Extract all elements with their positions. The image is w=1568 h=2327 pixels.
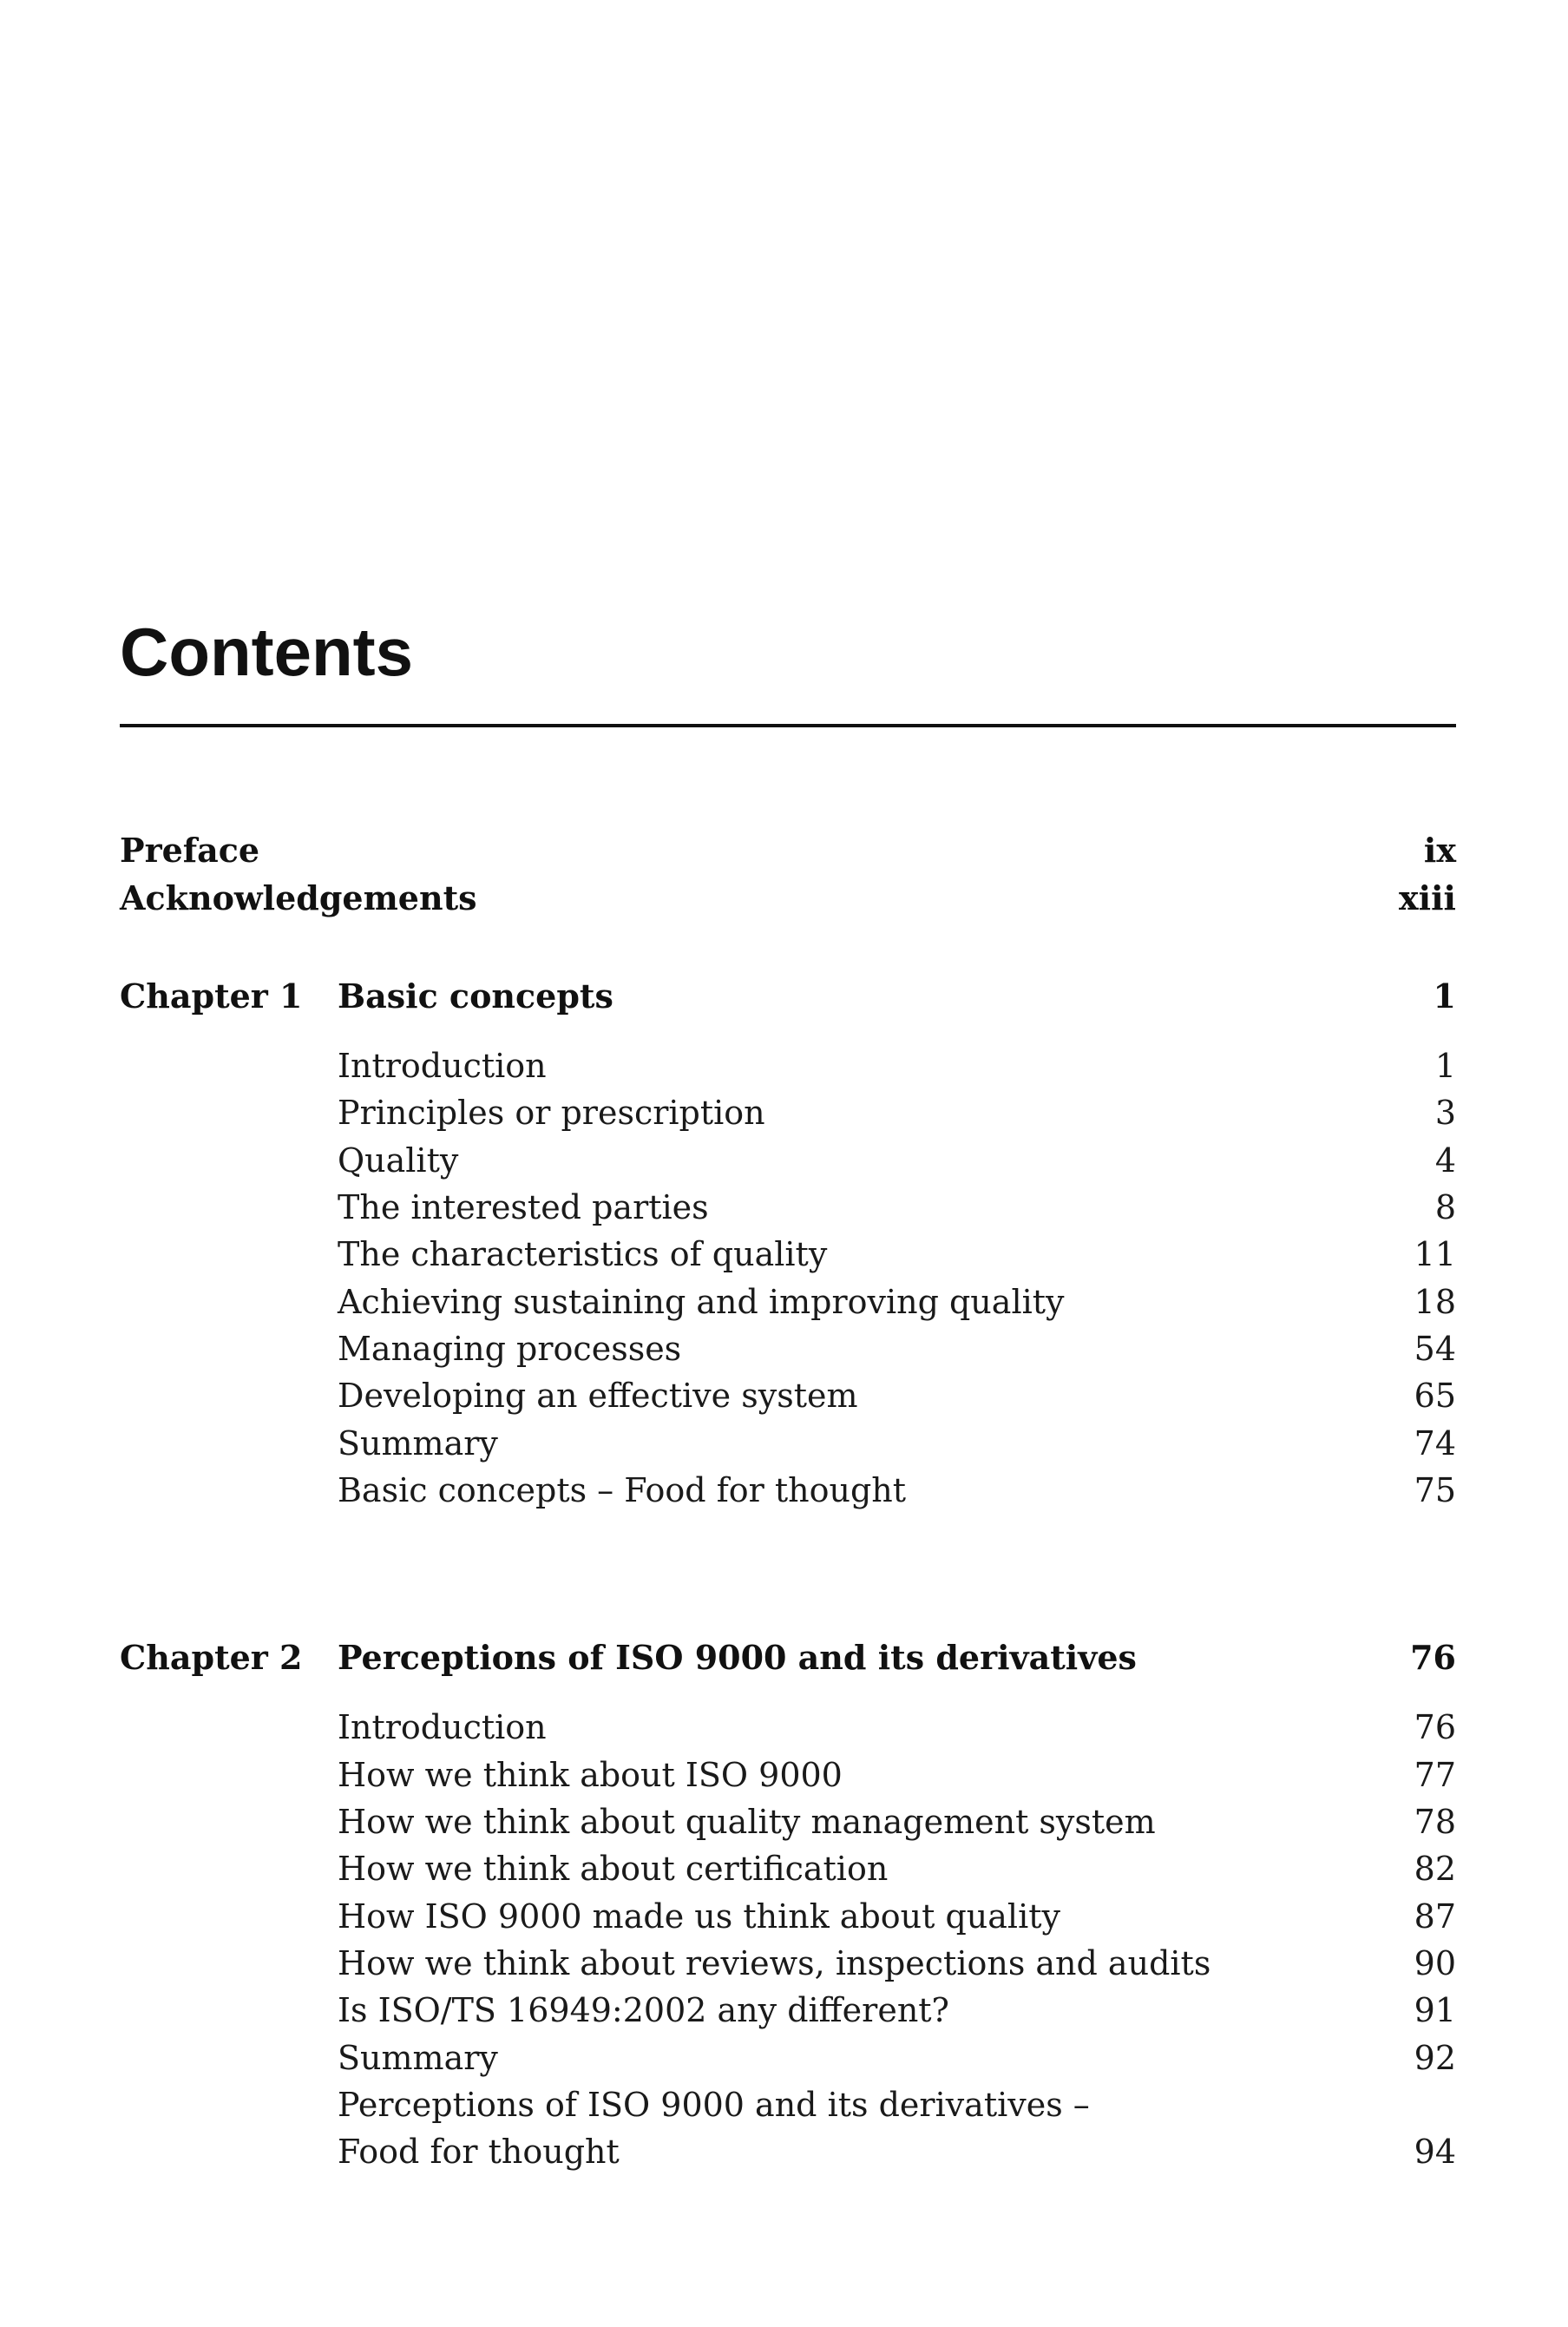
toc-entry-page: 91 bbox=[1414, 1991, 1456, 2029]
chapter-number: Chapter 1 bbox=[120, 976, 303, 1016]
toc-entry-page: 4 bbox=[1434, 1141, 1456, 1180]
toc-entry-label: How we think about reviews, inspections and audits bbox=[338, 1944, 1211, 1982]
toc-entry[interactable] bbox=[120, 1231, 1456, 1278]
toc-entry-label: The characteristics of quality bbox=[338, 1235, 828, 1273]
toc-entry-label: Acknowledgements bbox=[120, 878, 477, 917]
toc-entry-page: 74 bbox=[1414, 1424, 1456, 1463]
toc-entry[interactable] bbox=[120, 1089, 1456, 1136]
toc-entry-page: 75 bbox=[1414, 1471, 1456, 1509]
toc-entry-label: Is ISO/TS 16949:2002 any different? bbox=[338, 1991, 949, 2029]
toc-entry-label: Introduction bbox=[338, 1708, 547, 1746]
toc-entry[interactable] bbox=[120, 2081, 1456, 2128]
toc-entry[interactable] bbox=[120, 2128, 1456, 2175]
title-divider bbox=[120, 724, 1456, 727]
toc-entry-label: Developing an effective system bbox=[338, 1377, 858, 1415]
toc-entry-label: Perceptions of ISO 9000 and its derivatives – bbox=[338, 2086, 1090, 2124]
toc-entry-page: 76 bbox=[1414, 1708, 1456, 1746]
toc-entry-label: How we think about ISO 9000 bbox=[338, 1756, 843, 1794]
toc-entry-page: 3 bbox=[1434, 1094, 1456, 1132]
toc-entry-page: 54 bbox=[1414, 1330, 1456, 1368]
toc-entry[interactable] bbox=[120, 1279, 1456, 1325]
toc-entry[interactable] bbox=[120, 1325, 1456, 1372]
toc-entry[interactable] bbox=[120, 1704, 1456, 1751]
toc-entry-label: The interested parties bbox=[338, 1188, 709, 1226]
chapter-number: Chapter 2 bbox=[120, 1638, 303, 1677]
toc-entry[interactable] bbox=[120, 1940, 1456, 1987]
toc-entry[interactable] bbox=[120, 1042, 1456, 1089]
toc-entry-page: 90 bbox=[1414, 1944, 1456, 1982]
chapter-title: Perceptions of ISO 9000 and its derivatives bbox=[338, 1638, 1137, 1677]
toc-entry[interactable] bbox=[120, 1184, 1456, 1231]
toc-entry-label: Introduction bbox=[338, 1047, 547, 1085]
toc-entry-label: Principles or prescription bbox=[338, 1094, 765, 1132]
toc-entry-label: Summary bbox=[338, 2039, 498, 2077]
toc-entry-label: Food for thought bbox=[338, 2133, 620, 2171]
toc-entry-page: 82 bbox=[1414, 1850, 1456, 1888]
toc-entry-label: Basic concepts – Food for thought bbox=[338, 1471, 907, 1509]
toc-entry-page: xiii bbox=[1399, 878, 1456, 917]
toc-entry-page: ix bbox=[1423, 831, 1456, 870]
toc-entry-page: 65 bbox=[1414, 1377, 1456, 1415]
toc-entry-label: Preface bbox=[120, 831, 260, 870]
toc-entry-acknowledgements[interactable] bbox=[120, 875, 1456, 922]
toc-entry[interactable] bbox=[120, 2034, 1456, 2081]
toc-entry[interactable] bbox=[120, 1798, 1456, 1845]
toc-entry[interactable] bbox=[120, 1137, 1456, 1184]
contents-page bbox=[120, 0, 1456, 2327]
toc-entry[interactable] bbox=[120, 1893, 1456, 1940]
toc-entry-preface[interactable] bbox=[120, 827, 1456, 874]
toc-entry-page: 11 bbox=[1414, 1235, 1456, 1273]
toc-entry-page: 8 bbox=[1434, 1188, 1456, 1226]
toc-entry-page: 18 bbox=[1414, 1283, 1456, 1321]
chapter-title: Basic concepts bbox=[338, 976, 613, 1016]
toc-entry-page: 78 bbox=[1414, 1803, 1456, 1841]
toc-entry-page: 92 bbox=[1414, 2039, 1456, 2077]
toc-entry-page: 87 bbox=[1414, 1897, 1456, 1936]
toc-entry-label: Summary bbox=[338, 1424, 498, 1463]
toc-entry[interactable] bbox=[120, 1467, 1456, 1514]
toc-entry-label: How we think about quality management system bbox=[338, 1803, 1156, 1841]
toc-entry-page: 77 bbox=[1414, 1756, 1456, 1794]
toc-entry-label: Quality bbox=[338, 1141, 459, 1180]
toc-entry-label: How ISO 9000 made us think about quality bbox=[338, 1897, 1060, 1936]
toc-entry-page: 94 bbox=[1414, 2133, 1456, 2171]
toc-entry[interactable] bbox=[120, 1372, 1456, 1419]
toc-entry-label: How we think about certification bbox=[338, 1850, 889, 1888]
chapter-page: 1 bbox=[1433, 976, 1456, 1016]
toc-entry-page: 1 bbox=[1434, 1047, 1456, 1085]
toc-entry[interactable] bbox=[120, 1845, 1456, 1892]
chapter-page: 76 bbox=[1410, 1638, 1456, 1677]
toc-entry[interactable] bbox=[120, 1420, 1456, 1467]
chapter-heading-1[interactable] bbox=[120, 973, 1456, 1020]
toc-entry[interactable] bbox=[120, 1752, 1456, 1798]
chapter-heading-2[interactable] bbox=[120, 1634, 1456, 1681]
toc-entry-label: Achieving sustaining and improving quality bbox=[338, 1283, 1065, 1321]
toc-entry[interactable] bbox=[120, 1987, 1456, 2034]
page-title: Contents bbox=[120, 614, 413, 690]
toc-entry-label: Managing processes bbox=[338, 1330, 682, 1368]
